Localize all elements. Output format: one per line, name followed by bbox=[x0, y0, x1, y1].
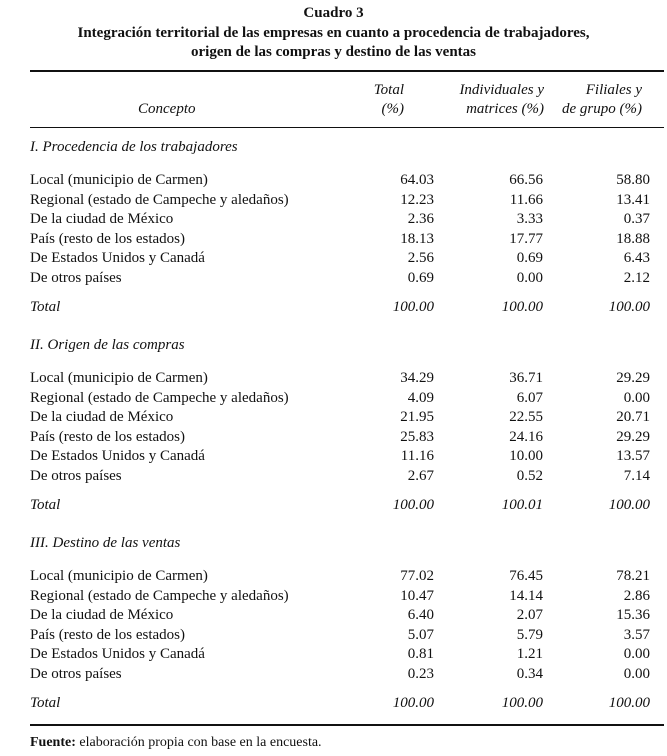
cell-filiales: 20.71 bbox=[616, 409, 650, 426]
cell-filiales: 100.00 bbox=[608, 299, 650, 315]
total-label: Total bbox=[30, 299, 61, 315]
table-row bbox=[30, 567, 664, 586]
row-label: País (resto de los estados) bbox=[30, 626, 185, 643]
cell-filiales: 0.00 bbox=[623, 666, 650, 682]
cell-total: 18.13 bbox=[400, 230, 434, 247]
section-title: I. Procedencia de los trabajadores bbox=[30, 139, 238, 155]
total-row bbox=[30, 496, 664, 515]
total-label: Total bbox=[30, 695, 61, 711]
bottom-rule bbox=[30, 724, 664, 726]
row-label: Regional (estado de Campeche y aledaños) bbox=[30, 587, 289, 604]
table-row bbox=[30, 249, 664, 268]
source-label: Fuente: bbox=[30, 735, 76, 750]
table-row bbox=[30, 191, 664, 210]
cell-filiales: 100.00 bbox=[608, 497, 650, 513]
cell-total: 77.02 bbox=[400, 568, 434, 584]
cell-individuales: 6.07 bbox=[516, 389, 543, 406]
row-label: De la ciudad de México bbox=[30, 211, 174, 228]
cell-individuales: 100.01 bbox=[501, 497, 543, 513]
cell-individuales: 100.00 bbox=[501, 299, 543, 315]
cell-total: 25.83 bbox=[400, 428, 434, 445]
cell-total: 2.67 bbox=[407, 468, 434, 484]
row-label: País (resto de los estados) bbox=[30, 230, 185, 247]
cell-individuales: 5.79 bbox=[516, 626, 543, 643]
cell-individuales: 17.77 bbox=[509, 230, 543, 247]
cell-individuales: 10.00 bbox=[509, 448, 543, 465]
row-label: De la ciudad de México bbox=[30, 409, 174, 426]
cell-individuales: 11.66 bbox=[509, 191, 543, 208]
cell-filiales: 100.00 bbox=[608, 695, 650, 711]
cell-total: 5.07 bbox=[407, 626, 434, 643]
cell-total: 12.23 bbox=[400, 191, 434, 208]
cell-total: 6.40 bbox=[407, 607, 434, 624]
total-row bbox=[30, 694, 664, 713]
cell-filiales: 0.00 bbox=[623, 389, 650, 406]
table-number: Cuadro 3 bbox=[303, 5, 364, 21]
row-label: De la ciudad de México bbox=[30, 607, 174, 624]
table-row bbox=[30, 606, 664, 625]
cell-filiales: 29.29 bbox=[616, 370, 650, 386]
cell-total: 0.81 bbox=[407, 646, 434, 663]
cell-filiales: 13.41 bbox=[616, 191, 650, 208]
table-title-line2: origen de las compras y destino de las ventas bbox=[191, 44, 476, 60]
table-row bbox=[30, 626, 664, 645]
cell-filiales: 58.80 bbox=[616, 172, 650, 188]
table-title-line1: Integración territorial de las empresas en cuanto a procedencia de trabajadores, bbox=[77, 25, 590, 41]
cell-individuales: 0.34 bbox=[516, 666, 543, 682]
cell-individuales: 0.52 bbox=[516, 468, 543, 484]
table-row bbox=[30, 467, 664, 486]
cell-total: 0.69 bbox=[407, 270, 434, 286]
row-label: Local (municipio de Carmen) bbox=[30, 370, 208, 386]
row-label: Regional (estado de Campeche y aledaños) bbox=[30, 191, 289, 208]
row-label: De otros países bbox=[30, 468, 122, 484]
cell-total: 2.56 bbox=[407, 250, 434, 267]
table-row bbox=[30, 428, 664, 447]
table-row bbox=[30, 171, 664, 190]
cell-individuales: 66.56 bbox=[509, 172, 543, 188]
cell-individuales: 0.00 bbox=[516, 270, 543, 286]
header-rule bbox=[30, 127, 664, 128]
top-rule bbox=[30, 70, 664, 72]
table-row bbox=[30, 645, 664, 664]
table-row bbox=[30, 210, 664, 229]
cell-individuales: 100.00 bbox=[501, 695, 543, 711]
cell-total: 11.16 bbox=[400, 448, 434, 465]
section-title: III. Destino de las ventas bbox=[30, 535, 181, 551]
row-label: Local (municipio de Carmen) bbox=[30, 568, 208, 584]
row-label: Local (municipio de Carmen) bbox=[30, 172, 208, 188]
header-filiales: Filiales y de grupo (%) bbox=[562, 82, 642, 117]
row-label: País (resto de los estados) bbox=[30, 428, 185, 445]
cell-filiales: 18.88 bbox=[616, 230, 650, 247]
cell-filiales: 0.37 bbox=[623, 211, 650, 228]
cell-individuales: 2.07 bbox=[516, 607, 543, 624]
cell-total: 10.47 bbox=[400, 587, 434, 604]
header-total: Total (%) bbox=[373, 82, 404, 117]
cell-individuales: 22.55 bbox=[509, 409, 543, 426]
cell-individuales: 1.21 bbox=[516, 646, 543, 663]
cell-individuales: 24.16 bbox=[509, 428, 543, 445]
cell-total: 4.09 bbox=[407, 389, 434, 406]
cell-total: 100.00 bbox=[392, 695, 434, 711]
cell-filiales: 7.14 bbox=[623, 468, 650, 484]
cell-individuales: 3.33 bbox=[516, 211, 543, 228]
cell-individuales: 14.14 bbox=[509, 587, 543, 604]
cell-total: 34.29 bbox=[400, 370, 434, 386]
cell-filiales: 13.57 bbox=[616, 448, 650, 465]
cell-filiales: 29.29 bbox=[616, 428, 650, 445]
header-concepto: Concepto bbox=[138, 101, 196, 117]
source-text: elaboración propia con base en la encuesta. bbox=[79, 735, 322, 750]
cell-total: 21.95 bbox=[400, 409, 434, 426]
cell-filiales: 78.21 bbox=[616, 568, 650, 584]
cell-filiales: 0.00 bbox=[623, 646, 650, 663]
cell-filiales: 2.12 bbox=[623, 270, 650, 286]
table-row bbox=[30, 447, 664, 466]
cell-total: 0.23 bbox=[407, 666, 434, 682]
section-title: II. Origen de las compras bbox=[30, 337, 185, 353]
cell-total: 100.00 bbox=[392, 299, 434, 315]
row-label: De Estados Unidos y Canadá bbox=[30, 448, 205, 465]
cell-filiales: 3.57 bbox=[623, 626, 650, 643]
row-label: De Estados Unidos y Canadá bbox=[30, 250, 205, 267]
cell-filiales: 15.36 bbox=[616, 607, 650, 624]
cell-individuales: 36.71 bbox=[509, 370, 543, 386]
row-label: De otros países bbox=[30, 270, 122, 286]
cell-individuales: 0.69 bbox=[516, 250, 543, 267]
table-row bbox=[30, 269, 664, 288]
cell-total: 2.36 bbox=[407, 211, 434, 228]
row-label: De Estados Unidos y Canadá bbox=[30, 646, 205, 663]
total-label: Total bbox=[30, 497, 61, 513]
row-label: Regional (estado de Campeche y aledaños) bbox=[30, 389, 289, 406]
total-row bbox=[30, 298, 664, 317]
cell-filiales: 2.86 bbox=[623, 587, 650, 604]
table-row bbox=[30, 665, 664, 684]
row-label: De otros países bbox=[30, 666, 122, 682]
table-row bbox=[30, 230, 664, 249]
table-row bbox=[30, 369, 664, 388]
header-individuales: Individuales y matrices (%) bbox=[459, 82, 544, 117]
table-row bbox=[30, 408, 664, 427]
source-note bbox=[30, 735, 322, 751]
cell-individuales: 76.45 bbox=[509, 568, 543, 584]
cell-total: 100.00 bbox=[392, 497, 434, 513]
table-row bbox=[30, 587, 664, 606]
table-row bbox=[30, 389, 664, 408]
cell-filiales: 6.43 bbox=[623, 250, 650, 267]
cell-total: 64.03 bbox=[400, 172, 434, 188]
